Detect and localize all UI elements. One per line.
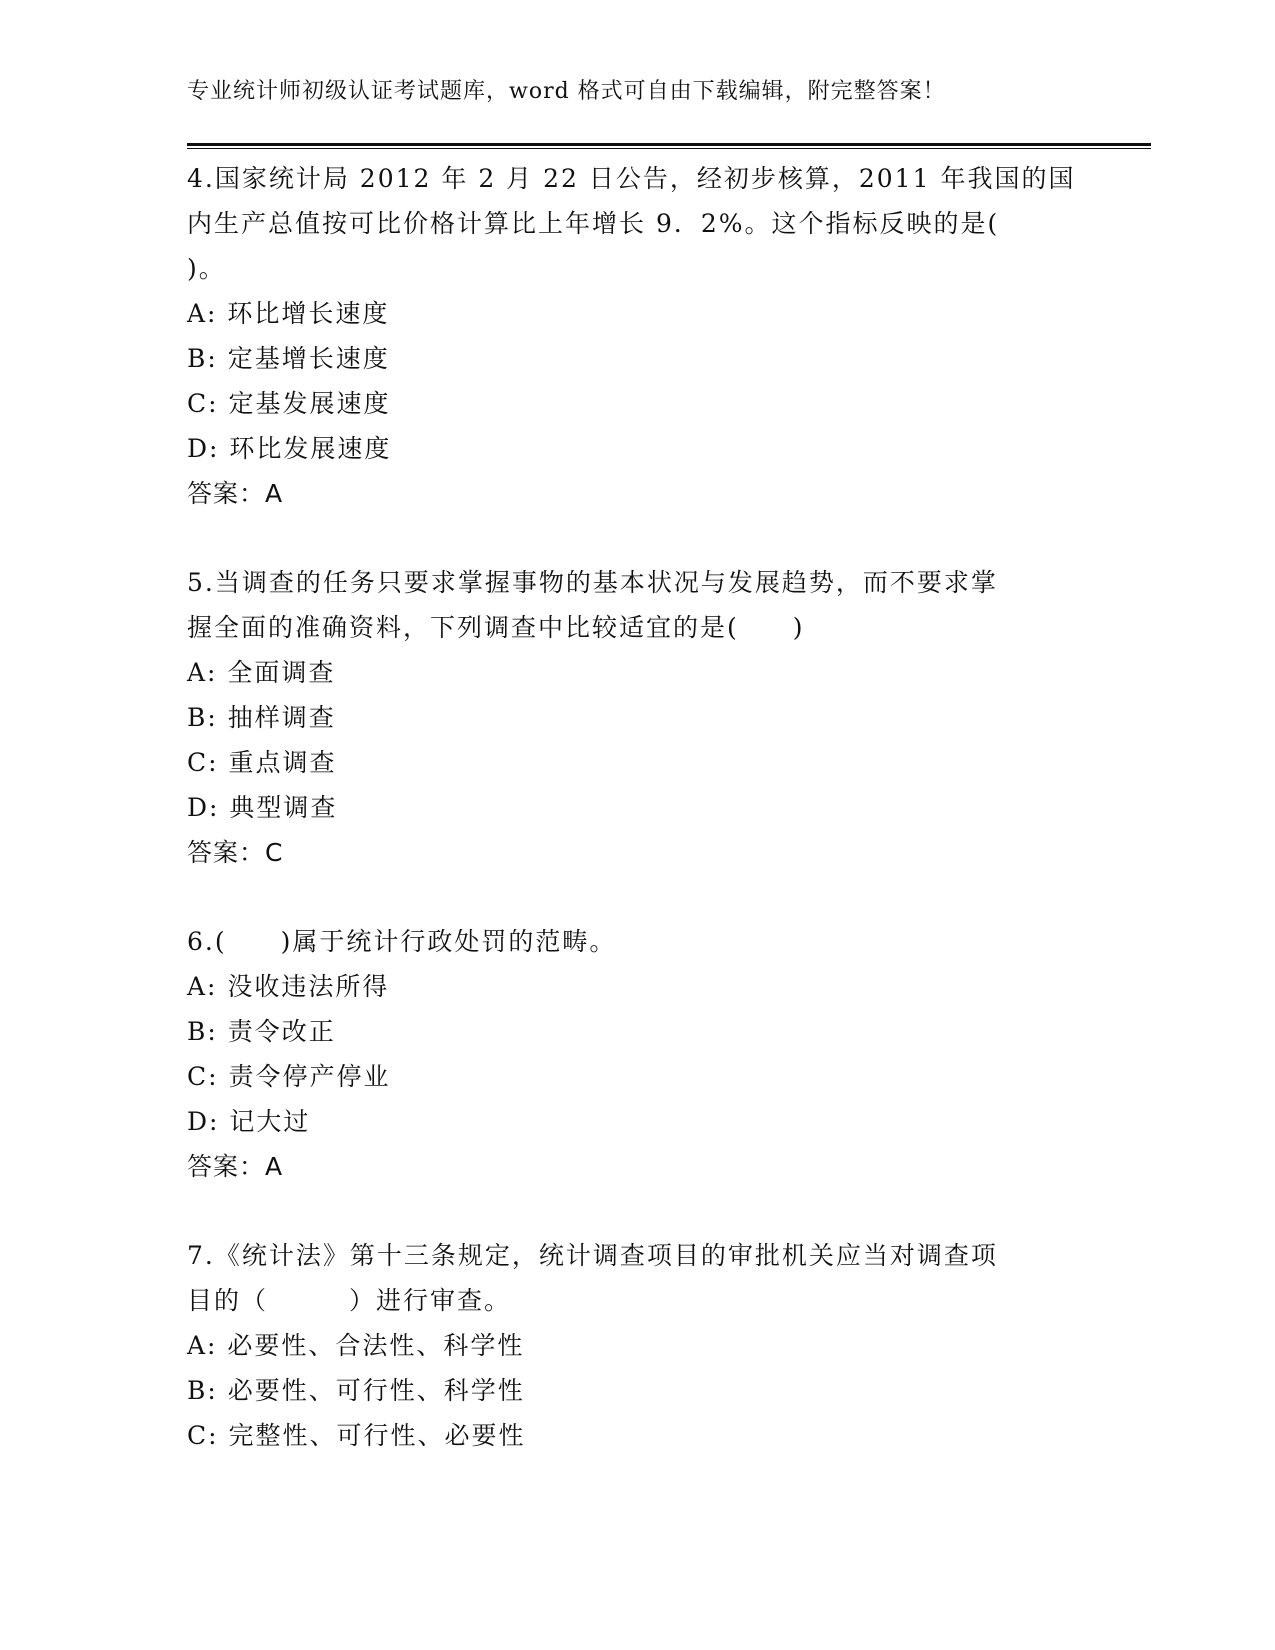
answer-label: 答案：A	[187, 479, 284, 508]
option-c: C: 责令停产停业	[187, 1062, 391, 1091]
question-stem-line: 目的（ ）进行审查。	[187, 1286, 512, 1315]
question-4	[187, 156, 1076, 516]
option-a: A: 环比增长速度	[187, 299, 390, 328]
option-a: A: 必要性、合法性、科学性	[187, 1331, 525, 1360]
question-stem-line: 6.( )属于统计行政处罚的范畴。	[187, 927, 617, 956]
option-c: C: 完整性、可行性、必要性	[187, 1421, 526, 1450]
option-c: C: 定基发展速度	[187, 389, 391, 418]
question-stem-line: )。	[187, 254, 226, 283]
option-b: B: 抽样调查	[187, 703, 336, 732]
question-stem-line: 内生产总值按可比价格计算比上年增长 9．2%。这个指标反映的是(	[187, 209, 1000, 238]
question-stem-line: 握全面的准确资料，下列调查中比较适宜的是( )	[187, 613, 805, 642]
answer-label: 答案：A	[187, 1152, 284, 1181]
question-stem-line: 4.国家统计局 2012 年 2 月 22 日公告，经初步核算，2011 年我国的国	[187, 164, 1076, 193]
question-stem-line: 7.《统计法》第十三条规定，统计调查项目的审批机关应当对调查项	[187, 1241, 998, 1270]
question-6	[187, 919, 1067, 1189]
option-a: A: 没收违法所得	[187, 972, 390, 1001]
option-b: B: 定基增长速度	[187, 344, 390, 373]
page-header-text: 专业统计师初级认证考试题库，word 格式可自由下载编辑，附完整答案！	[187, 79, 946, 104]
option-b: B: 必要性、可行性、科学性	[187, 1376, 525, 1405]
header-rule-thin	[187, 148, 1151, 149]
option-b: B: 责令改正	[187, 1017, 336, 1046]
option-d: D: 环比发展速度	[187, 434, 392, 463]
header-rule-thick	[187, 143, 1151, 146]
option-d: D: 典型调查	[187, 793, 338, 822]
option-a: A: 全面调查	[187, 658, 336, 687]
question-5	[187, 560, 1067, 875]
answer-label: 答案：C	[187, 838, 284, 867]
option-c: C: 重点调查	[187, 748, 337, 777]
question-7	[187, 1233, 1067, 1458]
question-stem-line: 5.当调查的任务只要求掌握事物的基本状况与发展趋势，而不要求掌	[187, 568, 998, 597]
question-list	[187, 156, 1076, 1502]
option-d: D: 记大过	[187, 1107, 311, 1136]
